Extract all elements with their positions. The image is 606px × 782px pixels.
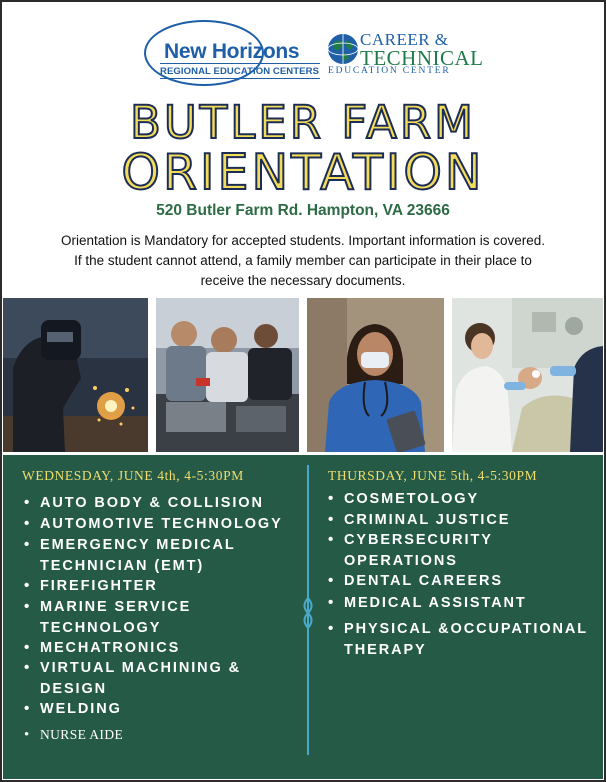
course-name-line: AUTOMOTIVE TECHNOLOGY <box>40 516 283 532</box>
divider-ornament-icon <box>299 598 317 628</box>
course-name-line: FIREFIGHTER <box>40 578 158 594</box>
logo-rule <box>160 78 320 79</box>
course-name-line: MARINE SERVICE <box>40 599 192 615</box>
thursday-heading: THURSDAY, JUNE 5th, 4-5:30PM <box>328 468 538 483</box>
course-item <box>24 514 283 535</box>
career-technical-logo <box>326 30 484 80</box>
course-name-line: WELDING <box>40 701 122 717</box>
bullet-icon: • <box>24 494 32 511</box>
title-line-2: ORIENTATION <box>121 144 485 201</box>
address: 520 Butler Farm Rd. Hampton, VA 23666 <box>156 202 450 219</box>
course-name-line: DENTAL CAREERS <box>344 573 503 589</box>
course-name-line: COSMETOLOGY <box>344 491 480 507</box>
course-item <box>328 593 527 614</box>
course-name-line: CYBERSECURITY <box>344 532 493 548</box>
logo-rule <box>160 63 320 64</box>
bullet-icon: • <box>24 727 30 743</box>
bullet-icon: • <box>328 572 336 589</box>
course-item <box>24 699 122 720</box>
wednesday-heading: WEDNESDAY, JUNE 4th, 4-5:30PM <box>22 468 244 483</box>
bullet-icon: • <box>24 577 32 594</box>
new-horizons-subtitle: REGIONAL EDUCATION CENTERS <box>160 66 320 77</box>
course-item <box>24 725 124 746</box>
course-name-line: TECHNOLOGY <box>40 619 162 636</box>
course-name-line: MECHATRONICS <box>40 640 181 656</box>
cte-line-3: EDUCATION CENTER <box>328 66 451 76</box>
course-item <box>328 619 588 660</box>
bullet-icon: • <box>328 511 336 528</box>
bullet-icon: • <box>24 536 32 553</box>
cte-line-2: TECHNICAL <box>360 46 484 70</box>
course-name-line: VIRTUAL MACHINING & <box>40 660 241 676</box>
title-line-1: BUTLER FARM <box>129 96 476 149</box>
bullet-icon: • <box>328 531 336 548</box>
cte-line-1: CAREER & <box>360 30 449 49</box>
course-item <box>328 489 480 510</box>
bullet-icon: • <box>24 700 32 717</box>
bullet-icon: • <box>328 490 336 507</box>
course-item <box>328 530 493 571</box>
globe-icon <box>326 32 360 66</box>
course-name-line: CRIMINAL JUSTICE <box>344 512 511 528</box>
course-name-line: OPERATIONS <box>344 552 458 569</box>
course-name-line: AUTO BODY & COLLISION <box>40 495 264 511</box>
auto-mechanics-photo <box>156 298 299 452</box>
new-horizons-title: New Horizons <box>164 40 300 63</box>
course-item <box>24 493 264 514</box>
course-item <box>24 597 192 638</box>
bullet-icon: • <box>24 639 32 656</box>
course-name-line: TECHNICIAN (EMT) <box>40 557 205 574</box>
course-item <box>328 571 503 592</box>
bullet-icon: • <box>24 659 32 676</box>
dental-photo <box>452 298 603 452</box>
new-horizons-logo <box>144 16 324 90</box>
welder-photo <box>3 298 148 452</box>
bullet-icon: • <box>328 594 336 611</box>
course-item <box>24 576 158 597</box>
course-name-line: NURSE AIDE <box>40 727 124 742</box>
medical-nurse-photo <box>307 298 444 452</box>
course-name-line: MEDICAL ASSISTANT <box>344 595 527 611</box>
course-name-line: EMERGENCY MEDICAL <box>40 537 236 553</box>
bullet-icon: • <box>328 620 336 637</box>
course-name-line: THERAPY <box>344 641 427 658</box>
course-item <box>24 535 236 576</box>
bullet-icon: • <box>24 515 32 532</box>
course-item <box>24 658 241 699</box>
course-item <box>24 638 181 659</box>
bullet-icon: • <box>24 598 32 615</box>
course-name-line: PHYSICAL &OCCUPATIONAL <box>344 621 588 637</box>
course-item <box>328 510 511 531</box>
orientation-notice: Orientation is Mandatory for accepted students. Important information is covered. If the student cannot attend, a family member can participate in their place to receive the necessary documents. <box>61 233 545 288</box>
course-name-line: DESIGN <box>40 680 107 697</box>
